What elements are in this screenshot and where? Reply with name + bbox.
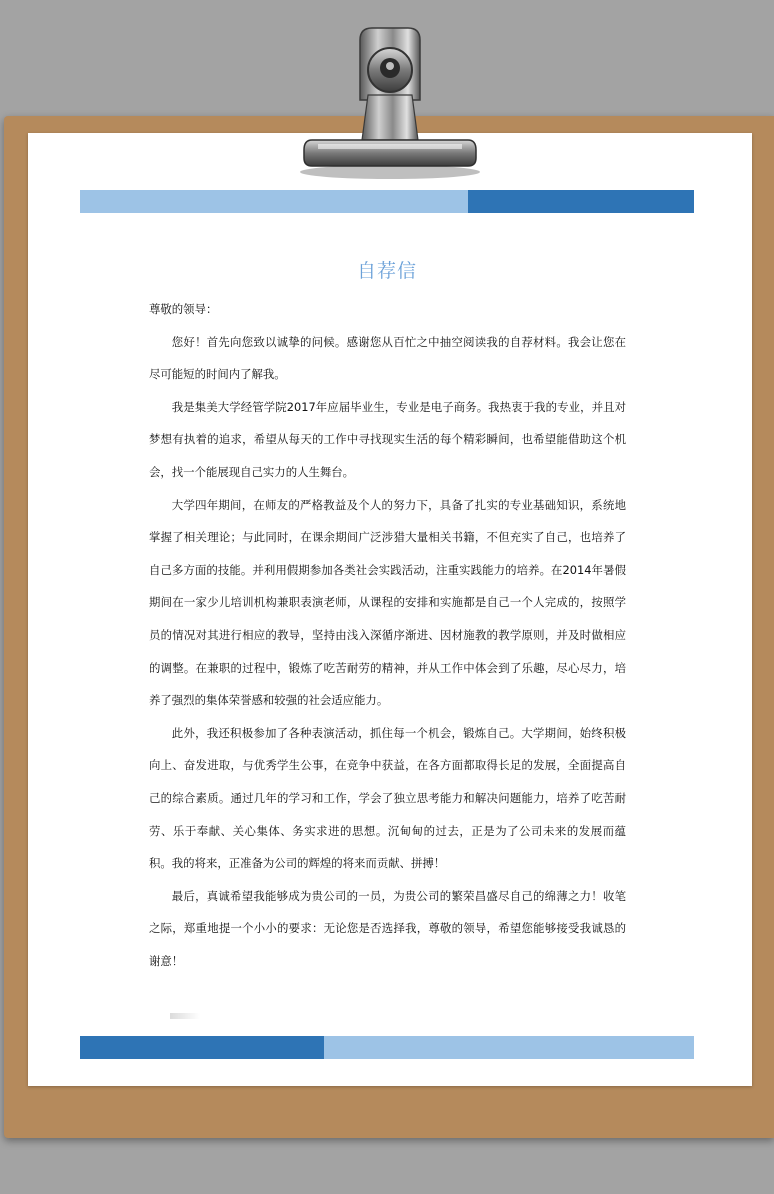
footer-bar-light — [324, 1036, 694, 1059]
paragraph-5: 最后，真诚希望我能够成为贵公司的一员，为贵公司的繁荣昌盛尽自己的绵薄之力！收笔之际，郑重地提一个小小的要求：无论您是否选择我，尊敬的领导，希望您能够接受我诚恳的谢意！ — [149, 888, 626, 968]
page-title: 自荐信 — [356, 260, 417, 282]
cut-off-text-fragment — [170, 1013, 200, 1019]
letter-body — [149, 293, 626, 977]
paragraph-4: 此外，我还积极参加了各种表演活动，抓住每一个机会，锻炼自己。大学期间，始终积极向上、奋发进取，与优秀学生公事，在竞争中获益，在各方面都取得长足的发展，全面提高自己的综合素质。通过几年的学习和工作，学会了独立思考能力和解决问题能力，培养了吃苦耐劳、乐于奉献、关心集体、务实求进的思想。沉甸甸的过去，正是为了公司未来的发展而蕴积。我的将来，正准备为公司的辉煌的将来而贡献、拼搏！ — [149, 725, 626, 871]
salutation: 尊敬的领导： — [149, 302, 218, 316]
header-bar-dark — [468, 190, 694, 213]
paragraph-3: 大学四年期间，在师友的严格教益及个人的努力下，具备了扎实的专业基础知识，系统地掌握了相关理论；与此同时，在课余期间广泛涉猎大量相关书籍，不但充实了自己，也培养了自己多方面的技能。并利用假期参加各类社会实践活动，注重实践能力的培养。在2014年暑假期间在一家少儿培训机构兼职表演老师，从课程的安排和实施都是自己一个人完成的，按照学员的情况对其进行相应的教导，坚持由浅入深循序渐进、因材施教的教学原则，并及时做相应的调整。在兼职的过程中，锻炼了吃苦耐劳的精神，并从工作中体会到了乐趣，尽心尽力，培养了强烈的集体荣誉感和较强的社会适应能力。 — [149, 497, 626, 708]
footer-bar-dark — [80, 1036, 324, 1059]
header-bar-light — [80, 190, 468, 213]
paragraph-1: 您好！首先向您致以诚挚的问候。感谢您从百忙之中抽空阅读我的自荐材料。我会让您在尽可能短的时间内了解我。 — [149, 334, 626, 382]
paragraph-2: 我是集美大学经管学院2017年应届毕业生，专业是电子商务。我热衷于我的专业，并且对梦想有执着的追求，希望从每天的工作中寻找现实生活的每个精彩瞬间，也希望能借助这个机会，找一个能展现自己实力的人生舞台。 — [149, 399, 626, 479]
